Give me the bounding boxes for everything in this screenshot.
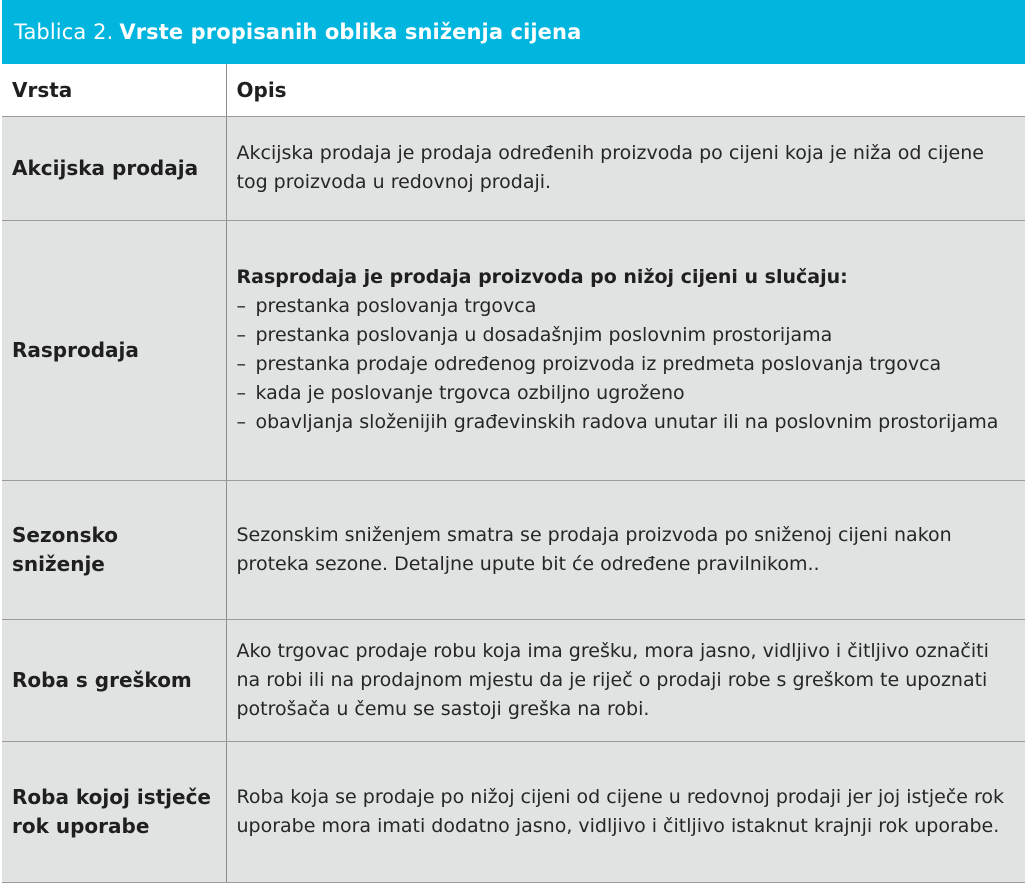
list-item: – obavljanja složenijih građevinskih radova unutar ili na poslovnim prostorijama: [237, 408, 1012, 437]
row-type: Roba s greškom: [2, 619, 226, 741]
table-row: [2, 619, 1025, 741]
table-row: [2, 741, 1025, 882]
table-row: [2, 480, 1025, 619]
header-vrsta: Vrsta: [2, 64, 226, 116]
table-row: [2, 220, 1025, 480]
row-description: Akcijska prodaja je prodaja određenih proizvoda po cijeni koja je niža od cijene tog proizvoda u redovnoj prodaji.: [226, 116, 1025, 220]
row-type: Roba kojoj istječe rok uporabe: [2, 741, 226, 882]
table-title-main: Vrste propisanih oblika sniženja cijena: [119, 20, 582, 44]
price-reduction-table: [2, 0, 1025, 883]
list-item: – prestanka poslovanja trgovca: [237, 292, 1012, 321]
table-row: [2, 116, 1025, 220]
row-type: Rasprodaja: [2, 220, 226, 480]
row-description: Roba koja se prodaje po nižoj cijeni od cijene u redovnoj prodaji jer joj istječe rok uporabe mora imati dodatno jasno, vidljivo i čitljivo istaknut krajnji rok uporabe.: [226, 741, 1025, 882]
row-description: Ako trgovac prodaje robu koja ima grešku, mora jasno, vidljivo i čitljivo označiti na robi ili na prodajnom mjestu da je riječ o prodaji robe s greškom te upoznati potrošača u čemu se sastoji greška na robi.: [226, 619, 1025, 741]
reasons-list: [237, 292, 1012, 437]
table-title-prefix: Tablica 2.: [14, 20, 114, 44]
row-description: [226, 220, 1025, 480]
list-item: – prestanka prodaje određenog proizvoda iz predmeta poslovanja trgovca: [237, 350, 1012, 379]
row-type: Sezonsko sniženje: [2, 480, 226, 619]
row-type: Akcijska prodaja: [2, 116, 226, 220]
row-description: Sezonskim sniženjem smatra se prodaja proizvoda po sniženoj cijeni nakon proteka sezone. Detaljne upute bit će određene pravilnikom..: [226, 480, 1025, 619]
table-title: [2, 0, 1025, 64]
list-item: – kada je poslovanje trgovca ozbiljno ugroženo: [237, 379, 1012, 408]
list-item: – prestanka poslovanja u dosadašnjim poslovnim prostorijama: [237, 321, 1012, 350]
header-opis: Opis: [226, 64, 1025, 116]
table-body: [2, 64, 1025, 883]
table-header-row: [2, 64, 1025, 116]
row-description-intro: Rasprodaja je prodaja proizvoda po nižoj cijeni u slučaju:: [236, 266, 848, 288]
